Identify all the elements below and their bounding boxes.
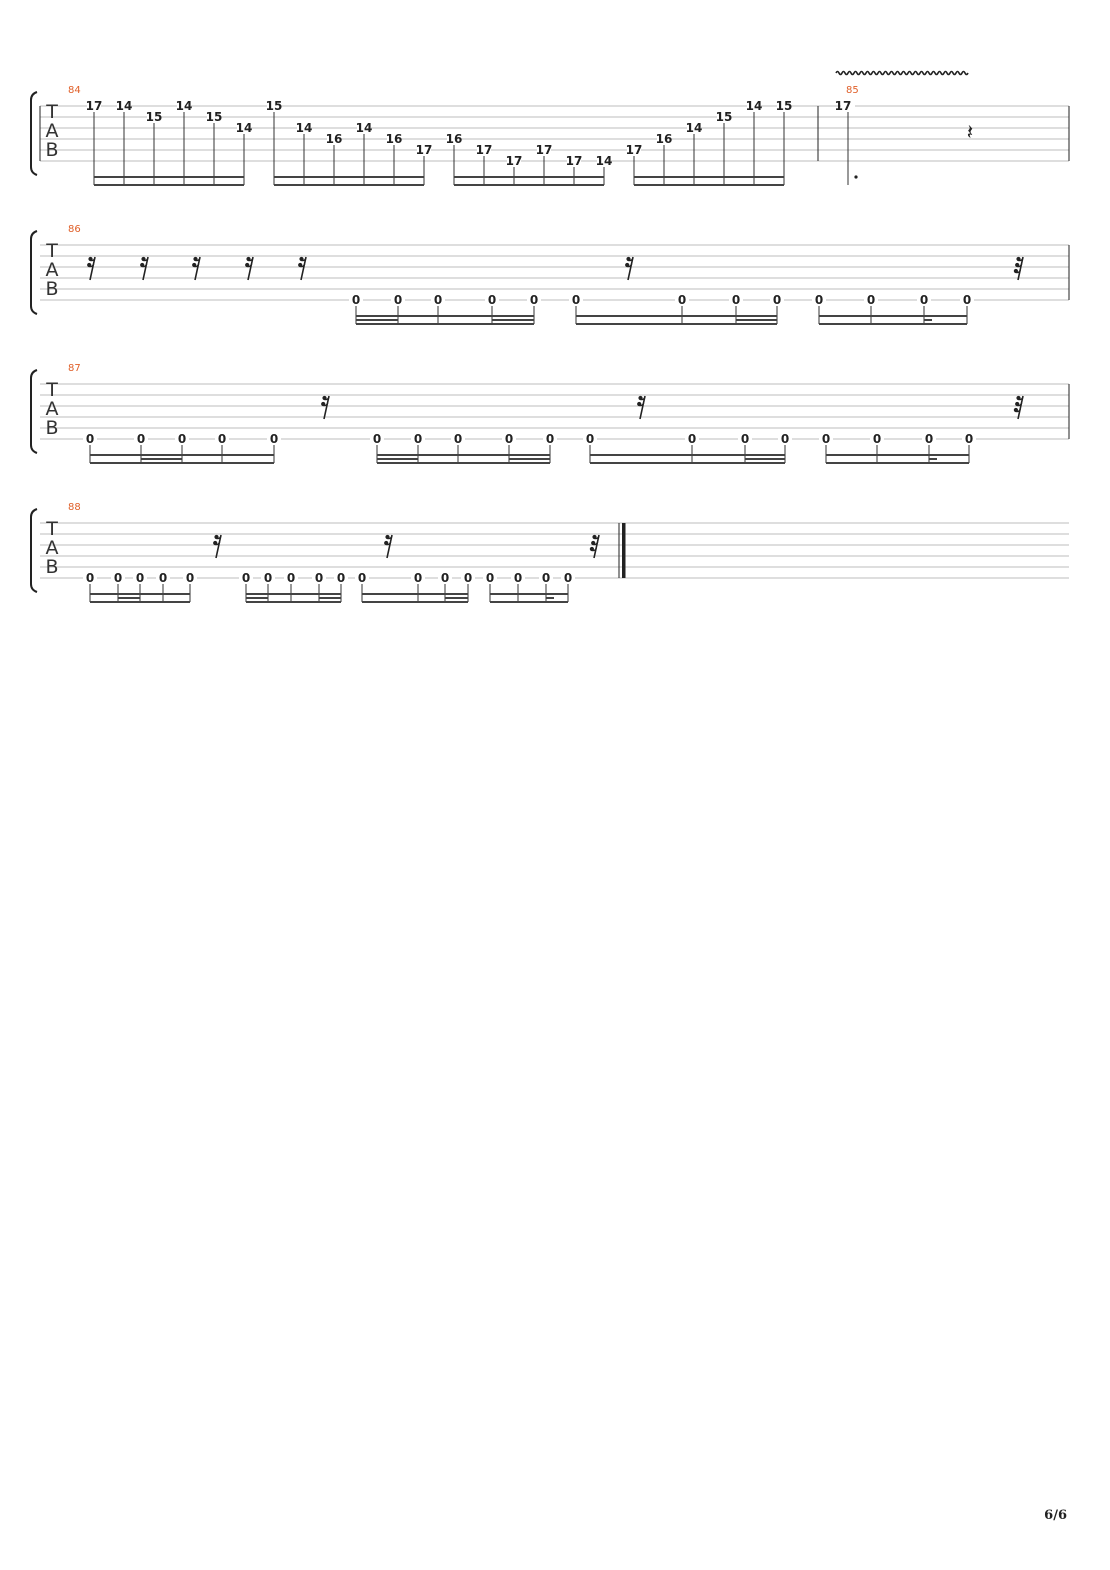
fret-number: 17: [415, 143, 433, 157]
beam-tertiary: [445, 597, 468, 599]
beam-primary: [274, 176, 424, 178]
fret-number: 0: [269, 432, 279, 446]
beam-primary: [377, 454, 550, 456]
thirty-second-rest: [245, 257, 253, 280]
measure-87: [68, 363, 1069, 464]
staff-system-4: [31, 502, 1069, 603]
beam-secondary: [634, 184, 784, 186]
beam-primary: [90, 454, 274, 456]
beam-secondary: [377, 462, 550, 464]
system-bracket: [31, 231, 37, 314]
beam-primary: [590, 454, 785, 456]
fret-number: 0: [919, 293, 929, 307]
beam-tertiary: [509, 458, 550, 460]
fret-number: 0: [687, 432, 697, 446]
thirty-second-rest: [637, 396, 645, 419]
fret-number: 0: [485, 571, 495, 585]
fret-number: 0: [924, 432, 934, 446]
thirty-second-rest: [213, 535, 221, 558]
beam-tertiary: [924, 319, 932, 321]
fret-number: 0: [821, 432, 831, 446]
beam-tertiary: [492, 319, 534, 321]
fret-number: 0: [351, 293, 361, 307]
fret-number: 0: [136, 432, 146, 446]
augmentation-dot: [854, 175, 857, 178]
beam-tertiary: [246, 597, 268, 599]
fret-number: 0: [177, 432, 187, 446]
beam-secondary: [90, 462, 274, 464]
note-group: [569, 293, 784, 325]
beam-tertiary: [141, 458, 182, 460]
measure-number: 86: [68, 224, 81, 235]
fret-number: 0: [962, 293, 972, 307]
fret-number: 0: [393, 293, 403, 307]
fret-number: 0: [314, 571, 324, 585]
fret-number: 0: [185, 571, 195, 585]
system-bracket: [31, 509, 37, 592]
thirty-second-rest: [384, 535, 392, 558]
sixty-fourth-rest: [1014, 396, 1023, 419]
fret-number: 14: [295, 121, 313, 135]
fret-number: 14: [235, 121, 253, 135]
fret-number: 0: [453, 432, 463, 446]
fret-number: 14: [685, 121, 703, 135]
measure-number: 87: [68, 363, 81, 374]
fret-number: 14: [355, 121, 373, 135]
thirty-second-rest: [140, 257, 148, 280]
fret-number: 0: [872, 432, 882, 446]
note-group: [819, 432, 976, 464]
note-group: [626, 99, 793, 186]
note-group: [355, 571, 475, 603]
measure-number: 88: [68, 502, 81, 513]
beam-secondary: [90, 601, 190, 603]
thirty-second-rest: [321, 396, 329, 419]
tab-clef-letter: B: [45, 278, 59, 300]
fret-number: 0: [571, 293, 581, 307]
tab-clef-letter: A: [45, 120, 59, 142]
fret-number: 0: [772, 293, 782, 307]
fret-number: 15: [205, 110, 223, 124]
final-barline: [622, 523, 626, 578]
fret-number: 0: [529, 293, 539, 307]
thirty-second-rest: [87, 257, 95, 280]
fret-number: 17: [85, 99, 103, 113]
fret-number: 0: [433, 293, 443, 307]
fret-number: 17: [625, 143, 643, 157]
fret-number: 17: [535, 143, 553, 157]
note-group: [483, 571, 575, 603]
note-group: [583, 432, 792, 464]
fret-number: 14: [595, 154, 613, 168]
fret-number: 0: [263, 571, 273, 585]
tab-clef-letter: B: [45, 139, 59, 161]
fret-number: 0: [677, 293, 687, 307]
fret-number: 15: [715, 110, 733, 124]
fret-number: 15: [265, 99, 283, 113]
fret-number: 16: [385, 132, 403, 146]
fret-number: 0: [866, 293, 876, 307]
tab-clef-letter: B: [45, 417, 59, 439]
fret-number: 0: [158, 571, 168, 585]
fret-number: 14: [115, 99, 133, 113]
fret-number: 0: [513, 571, 523, 585]
tab-clef-letter: A: [45, 398, 59, 420]
beam-secondary: [576, 323, 777, 325]
system-bracket: [31, 92, 37, 175]
tab-clef-letter: T: [46, 379, 58, 401]
beam-tertiary: [736, 319, 777, 321]
fret-number: 0: [241, 571, 251, 585]
fret-number: 0: [413, 432, 423, 446]
fret-number: 16: [655, 132, 673, 146]
sixty-fourth-rest: [1014, 257, 1023, 280]
measure-88: [68, 502, 626, 603]
fret-number: 0: [286, 571, 296, 585]
note-group: [239, 571, 348, 603]
beam-primary: [90, 593, 190, 595]
fret-number: 0: [85, 432, 95, 446]
beam-primary: [634, 176, 784, 178]
beam-primary: [356, 315, 534, 317]
measure-86: [68, 224, 1069, 325]
beam-primary: [819, 315, 967, 317]
fret-number: 0: [463, 571, 473, 585]
beam-secondary: [94, 184, 244, 186]
beam-secondary: [362, 601, 468, 603]
beam-tertiary: [929, 458, 937, 460]
fret-number: 14: [175, 99, 193, 113]
fret-number: 17: [475, 143, 493, 157]
staff-system-2: [31, 224, 1069, 325]
fret-number: 0: [372, 432, 382, 446]
fret-number: 17: [505, 154, 523, 168]
beam-primary: [490, 593, 568, 595]
staff-system-1: [31, 72, 1069, 187]
fret-number: 0: [814, 293, 824, 307]
measure-number: 85: [846, 85, 859, 96]
fret-number: 0: [487, 293, 497, 307]
tab-clef-letter: A: [45, 537, 59, 559]
beam-secondary: [590, 462, 785, 464]
fret-number: 0: [585, 432, 595, 446]
sixty-fourth-rest: [590, 535, 599, 558]
beam-tertiary: [546, 597, 554, 599]
fret-number: 0: [740, 432, 750, 446]
fret-number: 0: [336, 571, 346, 585]
beam-primary: [94, 176, 244, 178]
thirty-second-rest: [625, 257, 633, 280]
fret-number: 0: [413, 571, 423, 585]
fret-number: 0: [563, 571, 573, 585]
fret-number: 0: [85, 571, 95, 585]
fret-number: 0: [731, 293, 741, 307]
fret-number: 0: [541, 571, 551, 585]
fret-number: 17: [834, 99, 852, 113]
quarter-rest: 𝄽: [966, 120, 974, 144]
beam-primary: [826, 454, 969, 456]
note-group: [812, 293, 974, 325]
fret-number: 14: [745, 99, 763, 113]
fret-number: 0: [545, 432, 555, 446]
fret-number: 15: [775, 99, 793, 113]
page-number: 6/6: [1044, 1508, 1067, 1523]
thirty-second-rest: [298, 257, 306, 280]
beam-secondary: [490, 601, 568, 603]
note-group: [83, 432, 281, 464]
beam-primary: [454, 176, 604, 178]
fret-number: 0: [780, 432, 790, 446]
beam-primary: [246, 593, 341, 595]
fret-number: 15: [145, 110, 163, 124]
beam-tertiary: [319, 597, 341, 599]
note-group: [349, 293, 541, 325]
beam-primary: [576, 315, 777, 317]
note-group: [266, 99, 433, 186]
thirty-second-rest: [192, 257, 200, 280]
fret-number: 0: [504, 432, 514, 446]
beam-tertiary: [118, 597, 140, 599]
fret-number: 16: [445, 132, 463, 146]
beam-tertiary: [377, 458, 418, 460]
tab-clef-letter: T: [46, 518, 58, 540]
tab-clef-letter: T: [46, 101, 58, 123]
tab-clef-letter: B: [45, 556, 59, 578]
fret-number: 0: [357, 571, 367, 585]
beam-secondary: [819, 323, 967, 325]
system-bracket: [31, 370, 37, 453]
beam-secondary: [826, 462, 969, 464]
measure-84: [40, 85, 818, 186]
note-group: [83, 571, 197, 603]
beam-primary: [362, 593, 468, 595]
fret-number: 0: [964, 432, 974, 446]
fret-number: 0: [217, 432, 227, 446]
beam-secondary: [246, 601, 341, 603]
tab-clef-letter: A: [45, 259, 59, 281]
note-group: [86, 99, 253, 186]
fret-number: 16: [325, 132, 343, 146]
note-group: [370, 432, 557, 464]
note-group: [446, 132, 613, 186]
beam-secondary: [454, 184, 604, 186]
tab-clef-letter: T: [46, 240, 58, 262]
staff-system-3: [31, 363, 1069, 464]
fret-number: 0: [135, 571, 145, 585]
fret-number: 0: [113, 571, 123, 585]
fret-number: 0: [440, 571, 450, 585]
beam-secondary: [356, 323, 534, 325]
beam-tertiary: [745, 458, 785, 460]
measure-number: 84: [68, 85, 81, 96]
beam-tertiary: [356, 319, 398, 321]
beam-secondary: [274, 184, 424, 186]
fret-number: 17: [565, 154, 583, 168]
vibrato-mark: [836, 72, 968, 75]
